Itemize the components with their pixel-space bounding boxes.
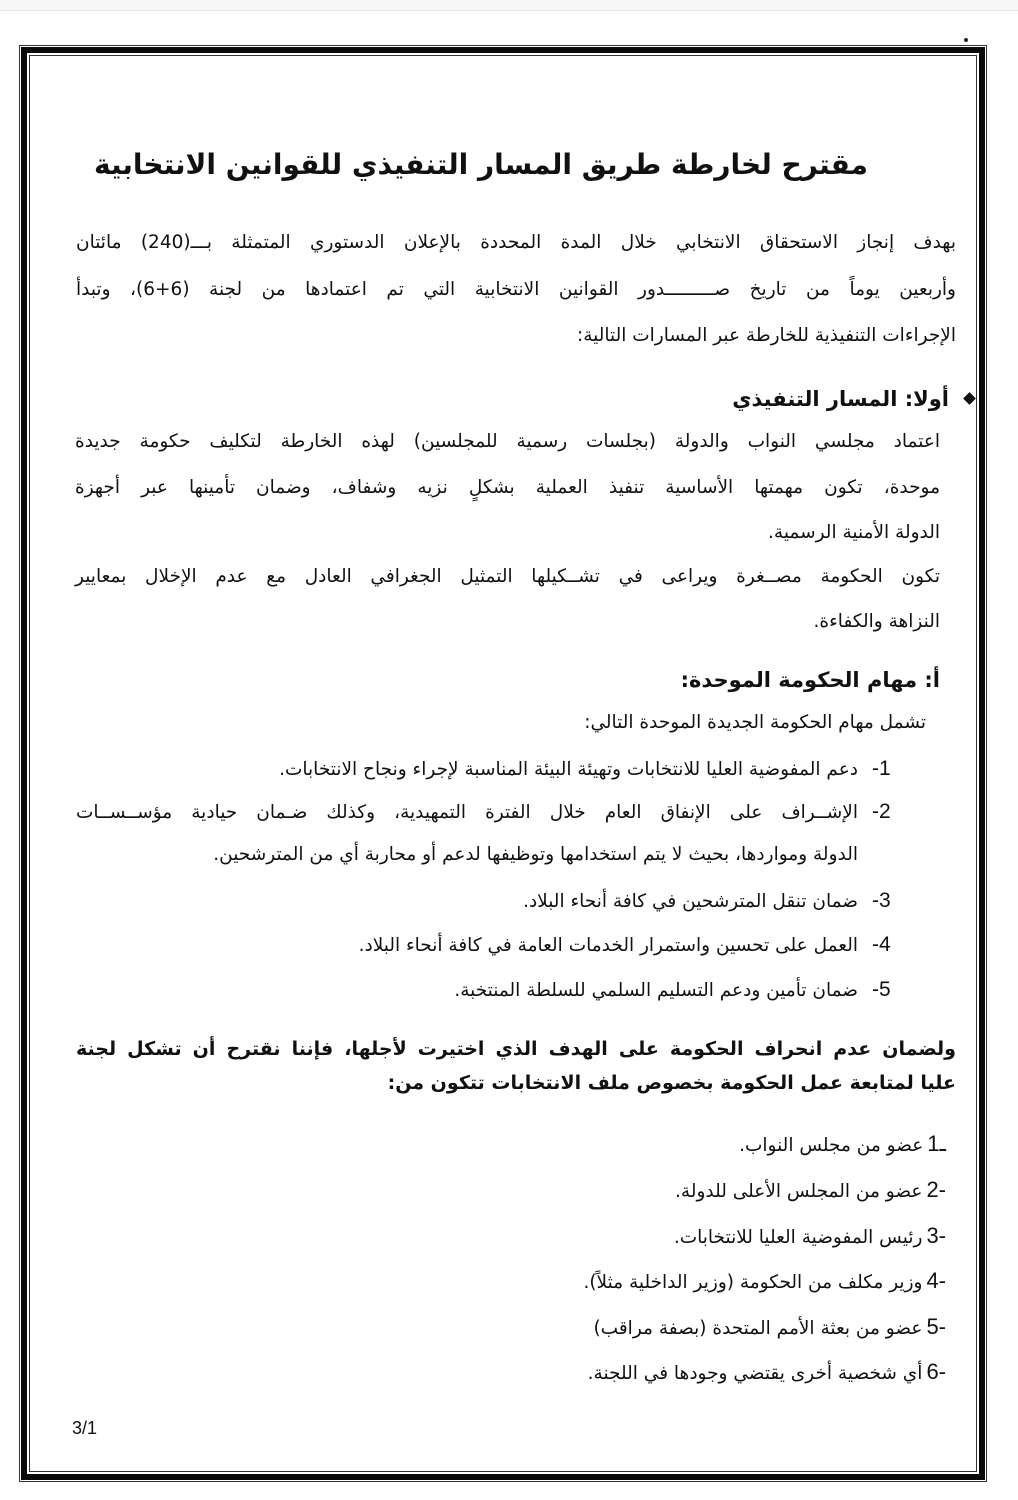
- section-one-p2-line-2: النزاهة والكفاءة.: [813, 611, 940, 632]
- committee-statement-line-1: ولضمان عدم انحراف الحكومة على الهدف الذي اختيرت لأجلها، فإننا نقترح أن تشكل لجنة: [76, 1038, 956, 1060]
- member-number: 6-: [926, 1359, 946, 1384]
- task-item-text: دعم المفوضية العليا للانتخابات وتهيئة البيئة المناسبة لإجراء ونجاح الانتخابات.: [279, 759, 858, 780]
- section-one-heading-text: أولا: المسار التنفيذي: [732, 387, 949, 411]
- committee-member-3: [674, 1225, 946, 1248]
- section-one-heading: [732, 387, 974, 411]
- task-item-number: -2: [872, 800, 891, 823]
- intro-line-1: بهدف إنجاز الاستحقاق الانتخابي خلال المدة المحددة بالإعلان الدستوري المتمثلة بـــ(240) مائتان: [76, 232, 956, 253]
- member-number: 2-: [926, 1177, 946, 1202]
- subsection-a-heading: أ: مهام الحكومة الموحدة:: [680, 668, 940, 692]
- subsection-a-intro: تشمل مهام الحكومة الجديدة الموحدة التالي:: [584, 712, 926, 733]
- intro-line-2: وأربعين يوماً من تاريخ صـــــــــدور القوانين الانتخابية التي تم اعتمادها من لجنة (6+6)، وتبدأ: [76, 279, 956, 300]
- member-text: وزير مكلف من الحكومة (وزير الداخلية مثلاً).: [583, 1272, 923, 1293]
- task-item-text: العمل على تحسين واستمرار الخدمات العامة في كافة أنحاء البلاد.: [358, 935, 858, 956]
- task-item-3: [523, 890, 916, 912]
- task-item-number: -1: [872, 757, 891, 780]
- member-text: عضو من مجلس النواب.: [739, 1135, 924, 1156]
- task-item-text: الإشــراف على الإنفاق العام خلال الفترة التمهيدية، وكذلك ضـمان حيادية مؤســســات: [76, 802, 858, 823]
- task-item-number: -4: [872, 933, 891, 956]
- member-text: عضو من المجلس الأعلى للدولة.: [675, 1181, 923, 1202]
- member-number: 5-: [926, 1314, 946, 1339]
- member-number: 1ـ: [927, 1131, 946, 1156]
- member-number: 3-: [926, 1223, 946, 1248]
- committee-statement-line-2: عليا لمتابعة عمل الحكومة بخصوص ملف الانتخابات تتكون من:: [387, 1072, 956, 1094]
- committee-member-2: [675, 1179, 946, 1202]
- task-item-2-continuation: الدولة ومواردها، بحيث لا يتم استخدامها وتوظيفها لدعم أو محاربة أي من المترشحين.: [213, 844, 858, 865]
- task-item-number: -5: [872, 978, 891, 1001]
- section-one-p1-line-1: اعتماد مجلسي النواب والدولة (بجلسات رسمية للمجلسين) لهذه الخارطة لتكليف حكومة جديدة: [75, 431, 940, 452]
- task-item-4: [359, 934, 916, 956]
- task-item-number: -3: [872, 889, 891, 912]
- member-number: 4-: [926, 1268, 946, 1293]
- document-title: مقترح لخارطة طريق المسار التنفيذي للقوانين الانتخابية: [93, 148, 868, 181]
- member-text: رئيس المفوضية العليا للانتخابات.: [673, 1227, 923, 1248]
- intro-line-3: الإجراءات التنفيذية للخارطة عبر المسارات التالية:: [576, 325, 956, 346]
- task-item-2: [76, 801, 916, 823]
- task-item-5: [454, 979, 916, 1001]
- section-one-p1-line-3: الدولة الأمنية الرسمية.: [768, 522, 940, 543]
- section-one-p2-line-1: تكون الحكومة مصــغرة ويراعى في تشــكيلها التمثيل الجغرافي العادل مع عدم الإخلال بمعايير: [75, 566, 940, 587]
- section-one-p1-line-2: موحدة، تكون مهمتها الأساسية تنفيذ العملية بشكلٍ نزيه وشفاف، وضمان تأمينها عبر أجهزة: [75, 477, 940, 498]
- page-number: 3/1: [72, 1418, 98, 1438]
- committee-member-6: [588, 1361, 946, 1384]
- member-text: أي شخصية أخرى يقتضي وجودها في اللجنة.: [587, 1363, 923, 1384]
- task-item-text: ضمان تأمين ودعم التسليم السلمي للسلطة المنتخبة.: [454, 980, 858, 1001]
- committee-member-5: [593, 1316, 946, 1339]
- task-item-1: [279, 758, 916, 780]
- committee-member-4: [583, 1270, 946, 1293]
- task-item-text: ضمان تنقل المترشحين في كافة أنحاء البلاد.: [523, 891, 858, 912]
- committee-member-1: [739, 1133, 946, 1156]
- diamond-bullet-icon: [963, 392, 976, 405]
- member-text: عضو من بعثة الأمم المتحدة (بصفة مراقب): [593, 1318, 923, 1339]
